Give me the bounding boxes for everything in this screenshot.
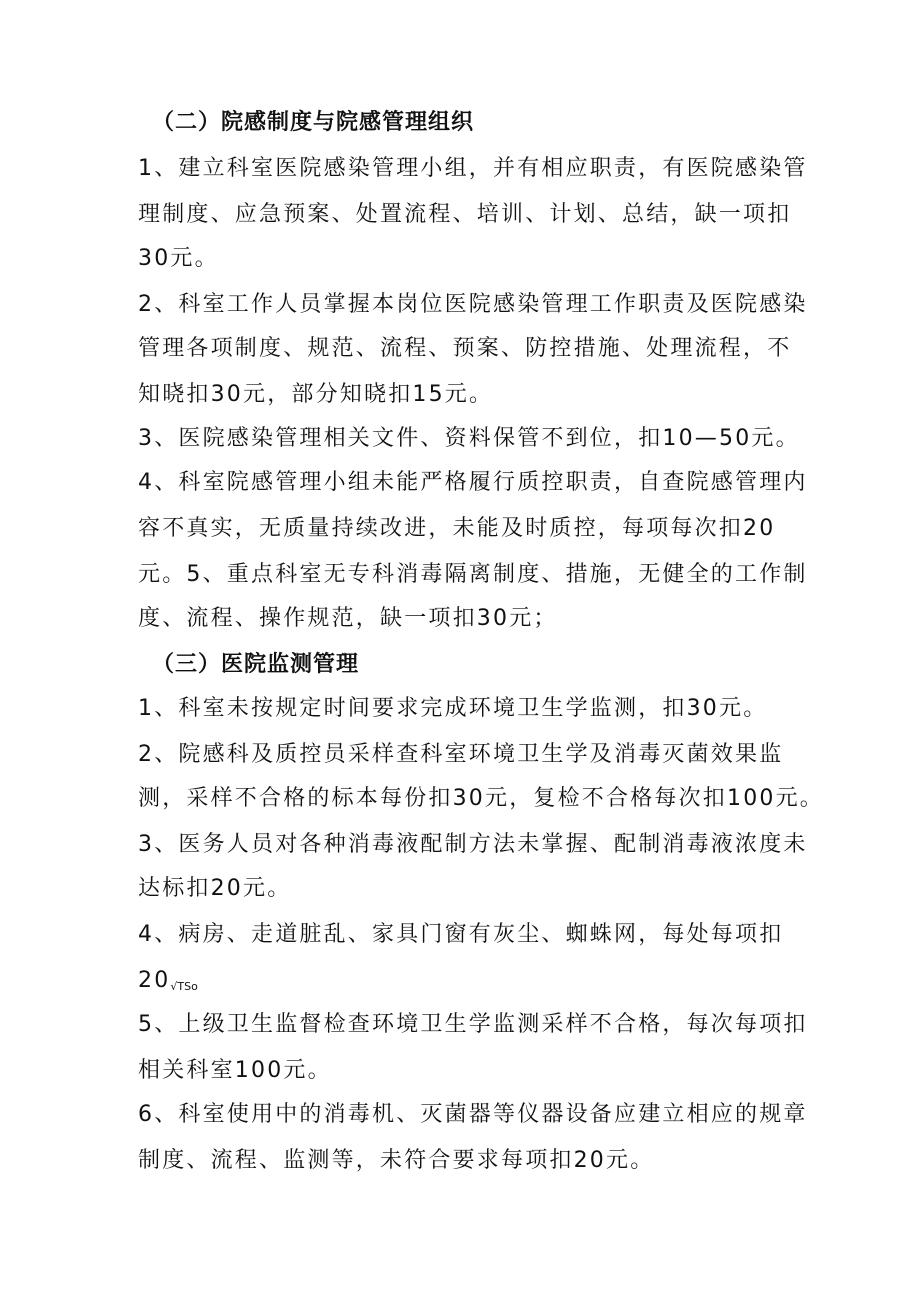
paragraph-line — [138, 966, 198, 1002]
paragraph-line: 1、科室未按规定时间要求完成环境卫生学监测，扣30元。 — [138, 696, 768, 721]
paragraph-line: 4、病房、走道脏乱、家具门窗有灰尘、蜘蛛网，每处每项扣 — [138, 922, 784, 947]
section-heading-2: （二）院感制度与院感管理组织 — [152, 110, 475, 135]
paragraph-line: 相关科室100元。 — [138, 1058, 332, 1083]
paragraph-line: 3、医院感染管理相关文件、资料保管不到位，扣10—50元。 — [138, 426, 800, 451]
paragraph-line: 理制度、应急预案、处置流程、培训、计划、总结，缺一项扣 — [138, 202, 792, 227]
paragraph-line: 管理各项制度、规范、流程、预案、防控措施、处理流程，不 — [138, 336, 792, 361]
paragraph-line-number: 20 — [138, 968, 171, 993]
paragraph-line: 测，采样不合格的标本每份扣30元，复检不合格每次扣100元。 — [138, 786, 824, 811]
paragraph-line: 制度、流程、监测等，未符合要求每项扣20元。 — [138, 1148, 655, 1173]
paragraph-line: 知晓扣30元，部分知晓扣15元。 — [138, 382, 494, 407]
paragraph-line: 5、上级卫生监督检查环境卫生学监测采样不合格，每次每项扣 — [138, 1012, 808, 1037]
paragraph-line: 6、科室使用中的消毒机、灭菌器等仪器设备应建立相应的规章 — [138, 1102, 808, 1127]
paragraph-line: 2、科室工作人员掌握本岗位医院感染管理工作职责及医院感染 — [138, 292, 808, 317]
paragraph-line: 容不真实，无质量持续改进，未能及时质控，每项每次扣20 — [138, 516, 776, 541]
paragraph-line: 4、科室院感管理小组未能严格履行质控职责，自查院感管理内 — [138, 470, 808, 495]
paragraph-line: 1、建立科室医院感染管理小组，并有相应职责，有医院感染管 — [138, 156, 808, 181]
paragraph-line: 30元。 — [138, 246, 219, 271]
ocr-artifact-text: √TSo — [170, 980, 198, 993]
paragraph-line: 元。5、重点科室无专科消毒隔离制度、措施，无健全的工作制 — [138, 562, 808, 587]
section-heading-3: （三）医院监测管理 — [152, 652, 360, 677]
paragraph-line: 3、医务人员对各种消毒液配制方法未掌握、配制消毒液浓度未 — [138, 832, 808, 857]
paragraph-line: 达标扣20元。 — [138, 876, 292, 901]
paragraph-line: 2、院感科及质控员采样查科室环境卫生学及消毒灭菌效果监 — [138, 742, 784, 767]
paragraph-line: 度、流程、操作规范，缺一项扣30元； — [138, 606, 558, 631]
